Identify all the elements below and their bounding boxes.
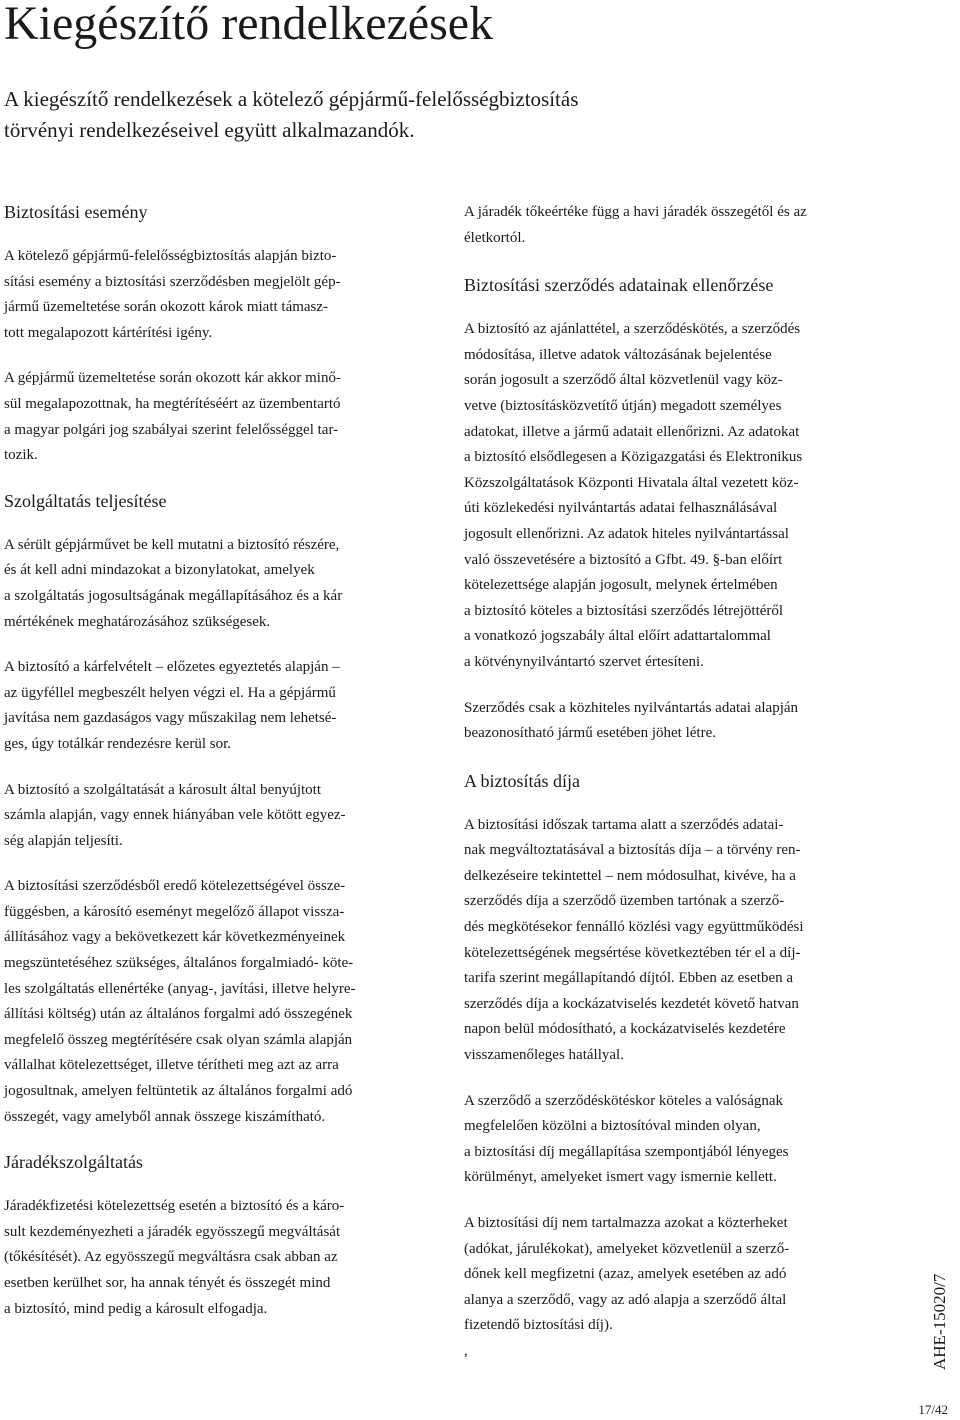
paragraph [4, 655, 432, 757]
text-line: napon belül módosítható, a kockázatviselés kezdetére [464, 1021, 786, 1038]
text-line: , [464, 1342, 468, 1359]
text-line: állításához vagy a bekövetkezett kár következményeinek [4, 929, 346, 946]
paragraph [4, 533, 432, 635]
intro-text [4, 84, 784, 146]
paragraph [464, 200, 904, 251]
text-line: adatokat, illetve a jármű adatait ellenőrizni. Az adatokat [464, 423, 800, 440]
text-line: a biztosító köteles a biztosítási szerződés létrejöttéről [464, 602, 784, 619]
text-line: a kötvénynyilvántartó szervet értesíteni. [464, 653, 704, 670]
text-line: (tőkésítését). Az egyösszegű megváltásra csak abban az [4, 1249, 338, 1266]
paragraph [4, 366, 432, 468]
text-line: dés megkötésekor fennálló közlési vagy együttműködési [464, 919, 804, 936]
text-line: tozik. [4, 447, 38, 464]
text-line: a biztosító, mind pedig a károsult elfogadja. [4, 1300, 268, 1317]
text-line: A biztosítási időszak tartama alatt a szerződés adatai- [464, 816, 784, 833]
section-heading: Járadékszolgáltatás [4, 1152, 143, 1173]
text-line: vetve (biztosításközvetítő útján) megadott személyes [464, 397, 782, 414]
text-line: a magyar polgári jog szabályai szerint felelősséggel tar- [4, 421, 339, 438]
text-line: számla alapján, vagy ennek hiányában vele kötött egyez- [4, 807, 346, 824]
text-line: nak megváltoztatásával a biztosítás díja – a törvény ren- [464, 842, 801, 859]
text-line: Közszolgáltatások Központi Hivatala által vezetett köz- [464, 474, 799, 491]
text-line: delkezéseire tekintettel – nem módosulhat, kivéve, ha a [464, 867, 796, 884]
intro-line: törvényi rendelkezéseivel együtt alkalmazandók. [4, 118, 415, 142]
text-line: kötelezettségének megsértése következtében tér el a díj- [464, 944, 801, 961]
page-number: 17/42 [918, 1402, 948, 1417]
text-line: esetben kerülhet sor, ha annak tényét és összegét mind [4, 1275, 331, 1291]
text-line: Járadékfizetési kötelezettség esetén a biztosító és a káro- [4, 1198, 345, 1215]
text-line: les szolgáltatás ellenértéke (anyag-, javítási, illetve helyre- [4, 980, 356, 997]
text-line: vállalhat kötelezettséget, illetve térítheti meg azt az arra [4, 1057, 339, 1074]
text-line: Szerződés csak a közhiteles nyilvántartás adatai alapján [464, 699, 799, 716]
text-line: tarifa szerint megállapítandó díjtól. Ebben az esetben a [464, 970, 794, 987]
text-line: megszüntetéséhez szükséges, általános forgalmiadó- köte- [4, 955, 354, 972]
paragraph [464, 1211, 904, 1365]
text-line: ség alapján teljesíti. [4, 832, 123, 849]
text-line: megfelelően közölni a biztosítóval minden olyan, [464, 1118, 761, 1135]
paragraph [464, 1089, 904, 1191]
text-line: mértékének meghatározásához szükségesek. [4, 613, 271, 630]
text-line: A biztosító a szolgáltatását a károsult által benyújtott [4, 781, 322, 798]
text-line: sult kezdeményezheti a járadék egyösszegű megváltását [4, 1223, 341, 1240]
text-line: A gépjármű üzemeltetése során okozott kár akkor minő- [4, 370, 341, 387]
text-line: szerződés díja a kockázatviselés kezdetét követő hatvan [464, 995, 799, 1012]
text-line: A biztosítási díj nem tartalmazza azokat a közterheket [464, 1215, 788, 1231]
intro-line: A kiegészítő rendelkezések a kötelező gépjármű-felelősségbiztosítás [4, 87, 579, 111]
section-heading: Biztosítási szerződés adatainak ellenőrzése [464, 275, 774, 296]
left-column [4, 200, 432, 1322]
right-column [464, 200, 904, 1365]
text-line: körülményt, amelyeket ismert vagy ismernie kellett. [464, 1169, 777, 1186]
paragraph [464, 813, 904, 1069]
text-line: a vonatkozó jogszabály által előírt adattartalommal [464, 628, 771, 645]
text-line: jogosultnak, amelyen feltüntetik az általános forgalmi adó [4, 1083, 353, 1100]
text-line: összegét, vagy amelyből annak összege kiszámítható. [4, 1108, 326, 1125]
section-heading: Szolgáltatás teljesítése [4, 490, 167, 511]
text-line: szerződés díja a szerződő üzemben tartónak a szerző- [464, 893, 785, 910]
paragraph [464, 696, 904, 747]
text-line: dőnek kell megfizetni (azaz, amelyek esetében az adó [464, 1266, 787, 1283]
text-line: kötelezettsége alapján jogosult, melynek értelmében [464, 577, 778, 594]
text-line: az ügyféllel megbeszélt helyen végzi el. Ha a gépjármű [4, 684, 336, 701]
text-line: módosítása, illetve adatok változásának bejelentése [464, 346, 772, 363]
text-line: úti közlekedési nyilvántartás adatai felhasználásával [464, 500, 778, 517]
section-heading: A biztosítás díja [464, 770, 580, 791]
text-line: függésben, a károsító eseményt megelőző állapot vissza- [4, 903, 345, 920]
text-line: alanya a szerződő, vagy az adó alapja a szerződő által [464, 1291, 787, 1308]
text-line: A biztosító az ajánlattétel, a szerződéskötés, a szerződés [464, 321, 801, 338]
text-line: sítási esemény a biztosítási szerződésben megjelölt gép- [4, 273, 341, 290]
text-line: megfelelő összeg megtérítésére csak olyan számla alapján [4, 1031, 353, 1048]
text-line: visszamenőleges hatállyal. [464, 1047, 624, 1064]
text-line: A biztosítási szerződésből eredő kötelezettségével össze- [4, 878, 346, 895]
text-line: és át kell adni mindazokat a bizonylatokat, amelyek [4, 562, 315, 579]
paragraph [4, 874, 432, 1130]
text-line: sül megalapozottnak, ha megtérítéséért az üzembentartó [4, 395, 341, 412]
paragraph [464, 317, 904, 675]
paragraph [4, 244, 432, 346]
text-line: ges, úgy totálkár rendezésre kerül sor. [4, 735, 231, 752]
paragraph [4, 1194, 432, 1322]
text-line: A kötelező gépjármű-felelősségbiztosítás alapján bizto- [4, 248, 337, 264]
text-line: való összevetésére a biztosító a Gfbt. 49. §-ban előírt [464, 551, 783, 568]
text-line: A járadék tőkeértéke függ a havi járadék összegétől és az [464, 204, 807, 220]
text-line: A sérült gépjárművet be kell mutatni a biztosító részére, [4, 536, 340, 553]
text-line: a biztosító elsődlegesen a Közigazgatási és Elektronikus [464, 449, 803, 466]
text-line: során jogosult a szerződő által közvetlenül vagy köz- [464, 372, 783, 389]
text-line: (adókat, járulékokat), amelyeket közvetlenül a szerző- [464, 1240, 790, 1257]
text-line: a biztosítási díj megállapítása szempontjából lényeges [464, 1143, 789, 1160]
text-line: javítása nem gazdaságos vagy műszakilag nem lehetsé- [4, 710, 337, 727]
page-title: Kiegészítő rendelkezések [4, 0, 494, 50]
section-heading: Biztosítási esemény [4, 202, 148, 222]
text-line: állítási költség) után az általános forgalmi adó összegének [4, 1006, 353, 1023]
document-code: AHE-15020/7 [930, 1273, 949, 1370]
text-line: a szolgáltatás jogosultságának megállapításához és a kár [4, 587, 343, 604]
paragraph [4, 778, 432, 855]
text-line: életkortól. [464, 229, 526, 246]
text-line: A szerződő a szerződéskötéskor köteles a valóságnak [464, 1092, 784, 1109]
text-line: jármű üzemeltetése során okozott károk miatt támasz- [4, 299, 329, 316]
text-line: fizetendő biztosítási díj). [464, 1317, 613, 1334]
text-line: jogosult ellenőrizni. Az adatok hiteles nyilvántartással [464, 525, 789, 542]
text-line: beazonosítható jármű esetében jöhet létre. [464, 725, 716, 742]
text-line: tott megalapozott kártérítési igény. [4, 324, 213, 341]
text-line: A biztosító a kárfelvételt – előzetes egyeztetés alapján – [4, 659, 340, 676]
